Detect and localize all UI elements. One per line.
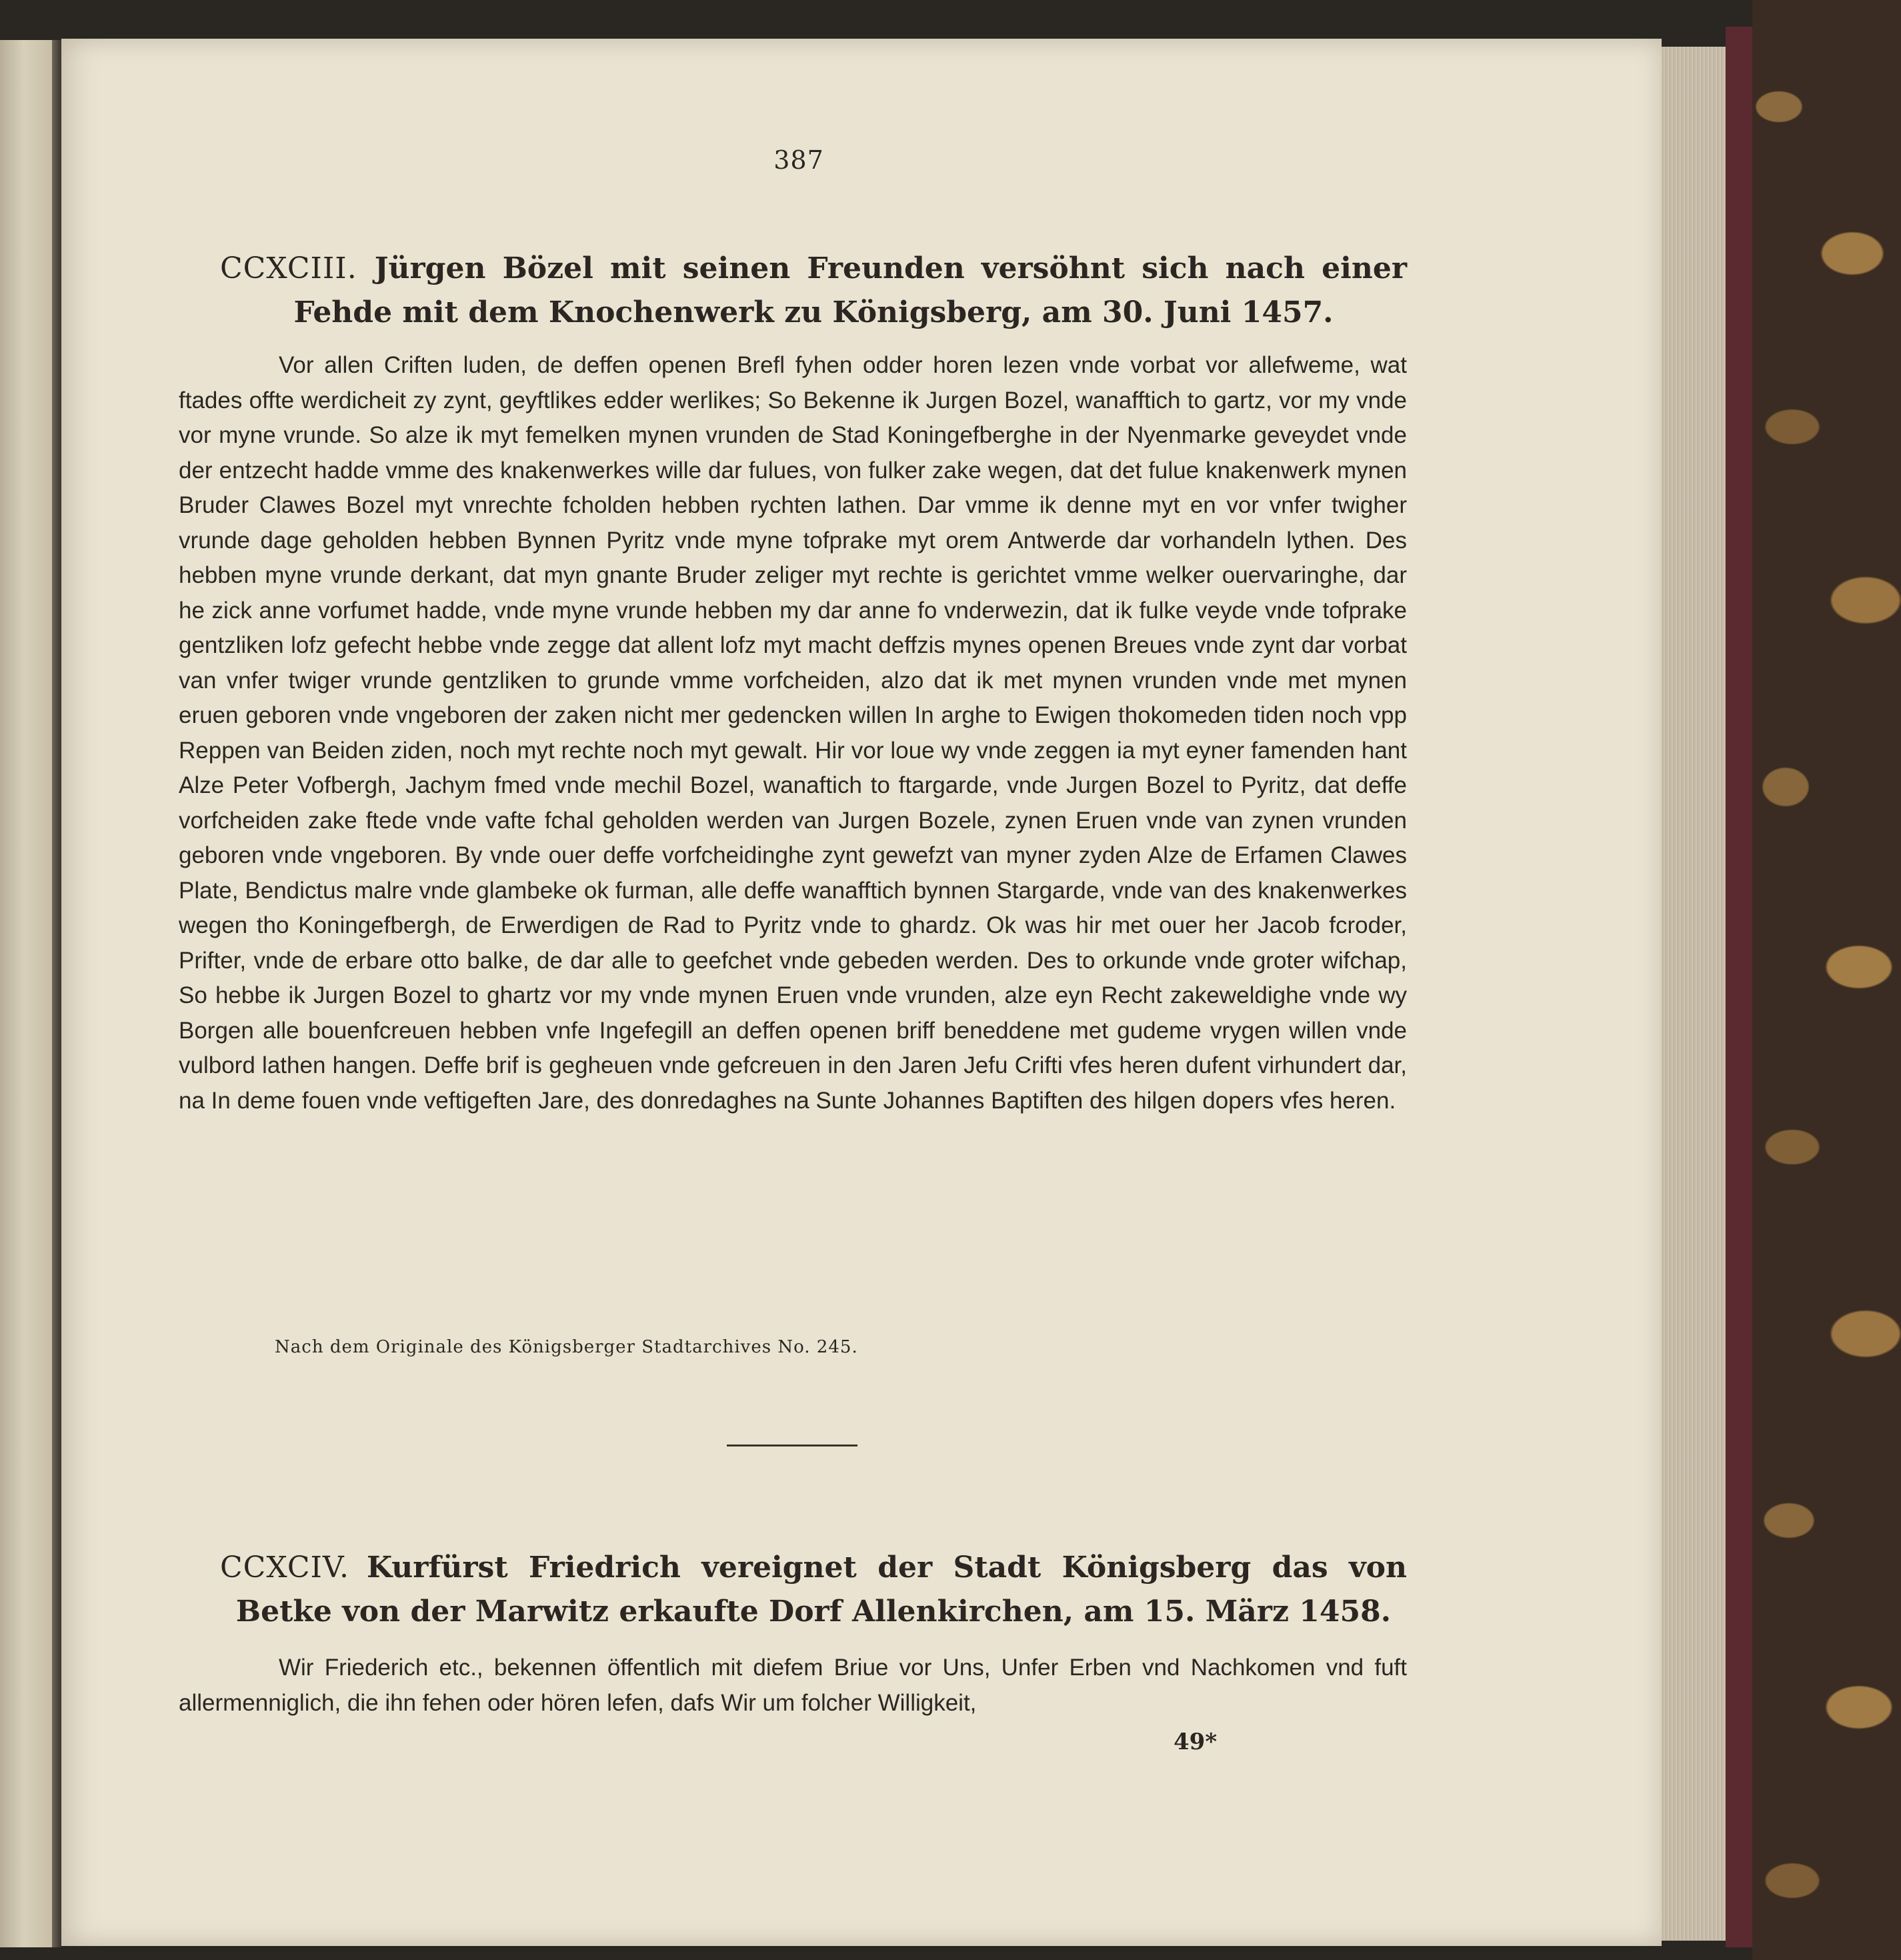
page-number: 387	[773, 145, 824, 175]
marbled-cover	[1752, 0, 1901, 1960]
cover-board-rim	[1726, 27, 1752, 1947]
page-block-edges	[1662, 47, 1726, 1941]
document-body-ccxciv: Wir Friederich etc., bekennen öffentlich mit diefem Briue vor Uns, Unfer Erben vnd Nachkomen vnd fuft allermenniglich, die ihn fehen oder hören lefen, dafs Wir um folcher Willigkeit,	[179, 1655, 1407, 1716]
section-divider	[727, 1444, 857, 1446]
document-number: CCXCIII.	[220, 251, 357, 285]
document-heading-ccxciv	[220, 1546, 1407, 1634]
document-title: Jürgen Bözel mit seinen Freunden versöhnt sich nach einer Fehde mit dem Knochenwerk zu Königsberg, am 30. Juni 1457.	[293, 251, 1407, 329]
facing-page-edge	[0, 40, 52, 1947]
document-body-ccxciii: Vor allen Criften luden, de deffen openen Brefl fyhen odder horen lezen vnde vorbat vor allefweme, wat ftades offte werdicheit zy zynt, geyftlikes edder werlikes; So Bekenne ik Jurgen Bozel, wanafftich to gartz, vor my vnde vor myne vrunde. So alze ik myt femelken mynen vrunden de Stad Koningefberghe in der Nyenmarke geveydet vnde der entzecht hadde vmme des knakenwerkes wille dar fulues, von fulker zake wegen, dat det fulue knakenwerk mynen Bruder Clawes Bozel myt vnrechte fcholden hebben rychten lathen. Dar vmme ik denne myt en vor vnfer twigher vrunde dage geholden hebben Bynnen Pyritz vnde myne tofprake myt orem Antwerde dar vorhandeln lythen. Des hebben myne vrunde derkant, dat myn gnante Bruder zeliger myt rechte is gerichtet vmme welker ouervaringhe, dar he zick anne vorfumet hadde, vnde myne vrunde hebben my dar anne fo vnderwezin, dat ik fulke veyde vnde tofprake gentzliken lofz gefecht hebbe vnde zegge dat allent lofz myt macht deffzis mynes openen Breues vnde zynt dar vorbat van vnfer twiger vrunde gentzliken to grunde vmme vorfcheiden, alzo dat ik met mynen vrunden vnde met mynen eruen geboren vnde vngeboren der zaken nicht mer gedencken willen In arghe to Ewigen thokomeden tiden noch vpp Reppen van Beiden ziden, noch myt rechte noch myt gewalt. Hir vor loue wy vnde zeggen ia myt eyner famenden hant Alze Peter Vofbergh, Jachym fmed vnde mechil Bozel, wanaftich to ftargarde, vnde Jurgen Bozel to Pyritz, dat deffe vorfcheiden zake ftede vnde vafte fchal geholden werden van Jurgen Bozele, zynen Eruen vnde van zynen vrunden geboren vnde vngeboren. By vnde ouer deffe vorfcheidinghe zynt gewefzt van myner zyden Alze de Erfamen Clawes Plate, Bendictus malre vnde glambeke ok furman, alle deffe wanafftich bynnen Stargarde, vnde van des knakenwerkes wegen tho Koningefbergh, de Erwerdigen de Rad to Pyritz vnde to ghardz. Ok was hir met ouer her Jacob fcroder, Prifter, vnde de erbare otto balke, de dar alle to geefchet vnde gebeden werden. Des to orkunde vnde groter wifchap, So hebbe ik Jurgen Bozel to ghartz vor my vnde mynen Eruen vnde vrunden, alze eyn Recht zakeweldighe vnde wy Borgen alle bouenfcreuen hebben vnfe Ingefegill an deffen openen briff beneddene met gudeme vrygen willen vnde vulbord lathen hangen. Deffe brif is gegheuen vnde gefcreuen in den Jaren Jefu Crifti vfes heren dufent virhundert dar, na In deme fouen vnde veftigeften Jare, des donredaghes na Sunte Johannes Baptiften des hilgen dopers vfes heren.	[179, 352, 1407, 1114]
document-heading-ccxciii	[220, 247, 1407, 335]
document-number: CCXCIV.	[220, 1551, 349, 1585]
book-gutter	[52, 40, 61, 1947]
document-title: Kurfürst Friedrich vereignet der Stadt Königsberg das von Betke von der Marwitz erkaufte Dorf Allenkirchen, am 15. März 1458.	[235, 1551, 1407, 1629]
signature-mark: 49*	[1174, 1729, 1218, 1755]
source-note: Nach dem Originale des Königsberger Stadtarchives No. 245.	[275, 1337, 858, 1357]
